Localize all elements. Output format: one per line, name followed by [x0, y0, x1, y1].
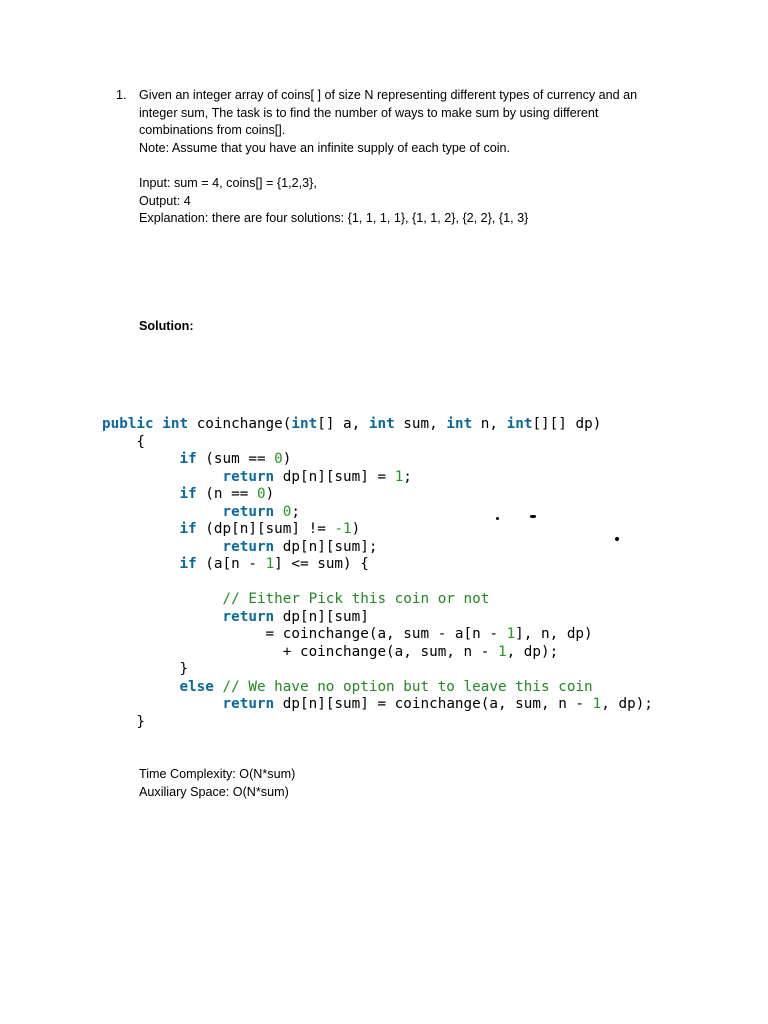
- code-text: dp[n][sum] =: [274, 468, 395, 485]
- code-keyword: public: [102, 416, 154, 432]
- example-explanation: Explanation: there are four solutions: {1, 1, 1, 1}, {1, 1, 2}, {2, 2}, {1, 3}: [139, 211, 529, 225]
- problem-line-1: Given an integer array of coins[ ] of size N representing different types of currency and an: [139, 88, 638, 102]
- code-line: [102, 469, 653, 487]
- code-keyword: return: [222, 468, 275, 485]
- code-text: [102, 521, 179, 537]
- code-text: n,: [472, 416, 507, 432]
- code-text: [214, 679, 223, 695]
- code-type: int: [291, 416, 318, 432]
- code-text: [102, 539, 223, 555]
- code-number: 0: [274, 451, 283, 467]
- code-line: [102, 609, 653, 627]
- code-text: (dp[n][sum] !=: [196, 521, 335, 537]
- example-output: Output: 4: [139, 193, 191, 208]
- code-number: 0: [282, 503, 292, 520]
- code-line: [102, 714, 653, 732]
- code-text: [102, 486, 179, 502]
- code-line: [102, 696, 653, 714]
- code-text: ], n, dp): [515, 626, 593, 642]
- code-line: [102, 416, 653, 434]
- code-text: dp[n][sum];: [274, 538, 378, 555]
- time-complexity: Time Complexity: O(N*sum): [139, 767, 296, 781]
- code-text: [274, 504, 283, 520]
- ink-speck: [530, 515, 536, 518]
- code-text: ;: [403, 468, 412, 485]
- code-text: [102, 696, 223, 712]
- code-line: [102, 486, 653, 504]
- code-text: + coinchange(a, sum, n -: [102, 643, 498, 660]
- code-text: [102, 504, 223, 520]
- code-type: int: [506, 416, 533, 432]
- code-text: , dp);: [601, 696, 653, 712]
- code-keyword: return: [222, 608, 275, 625]
- code-text: (sum ==: [196, 451, 275, 467]
- code-text: dp[n][sum]: [274, 608, 369, 625]
- code-line: [102, 626, 653, 644]
- problem-line-2: integer sum, The task is to find the number of ways to make sum by using different: [139, 105, 599, 120]
- space-complexity: Auxiliary Space: O(N*sum): [139, 785, 289, 799]
- code-text: dp[n][sum] = coinchange(a, sum, n -: [274, 696, 593, 712]
- code-text: = coinchange(a, sum - a[n -: [102, 626, 507, 642]
- code-line: [102, 451, 653, 469]
- example-input: Input: sum = 4, coins[] = {1,2,3},: [139, 176, 317, 190]
- code-type: int: [368, 416, 395, 432]
- code-number: 0: [256, 486, 266, 502]
- code-comment: // We have no option but to leave this coin: [222, 678, 593, 695]
- code-text: ): [282, 451, 292, 467]
- code-text: ): [351, 521, 361, 537]
- code-text: [102, 556, 179, 572]
- code-text: [102, 469, 223, 485]
- code-text: {: [102, 433, 146, 450]
- solution-heading: Solution:: [139, 319, 194, 333]
- code-number: 1: [265, 556, 275, 572]
- code-type: int: [446, 416, 473, 432]
- code-text: ): [265, 486, 275, 502]
- code-line: [102, 434, 653, 452]
- code-text: coinchange(: [188, 416, 292, 432]
- code-keyword: return: [222, 696, 275, 712]
- code-keyword: if: [179, 451, 197, 467]
- list-number: 1.: [116, 88, 127, 102]
- code-text: sum,: [394, 416, 447, 432]
- code-line: [102, 679, 653, 697]
- code-type: int: [162, 416, 189, 432]
- code-keyword: if: [179, 556, 197, 572]
- code-line: [102, 644, 653, 662]
- code-text: [102, 451, 179, 467]
- code-text: , dp);: [506, 643, 559, 660]
- code-text: ;: [291, 503, 300, 520]
- code-line: [102, 661, 653, 679]
- ink-speck: [496, 517, 499, 520]
- code-number: 1: [506, 626, 516, 642]
- code-number: -1: [334, 521, 352, 537]
- code-text: ] <= sum) {: [274, 556, 369, 572]
- problem-note: Note: Assume that you have an infinite supply of each type of coin.: [139, 141, 511, 155]
- code-comment: // Either Pick this coin or not: [222, 591, 490, 607]
- code-line: [102, 574, 653, 592]
- code-number: 1: [394, 468, 404, 485]
- code-line: [102, 504, 653, 522]
- code-line: [102, 539, 653, 557]
- code-line: [102, 556, 653, 574]
- code-text: [102, 679, 179, 695]
- problem-line-3: combinations from coins[].: [139, 123, 286, 137]
- code-text: [102, 609, 223, 625]
- code-number: 1: [497, 643, 507, 660]
- code-text: (n ==: [196, 486, 257, 502]
- code-text: [102, 591, 223, 607]
- code-keyword: return: [222, 503, 275, 520]
- code-keyword: if: [179, 486, 197, 502]
- code-line: [102, 591, 653, 609]
- code-number: 1: [592, 696, 602, 712]
- code-block: [102, 416, 653, 731]
- code-keyword: return: [222, 538, 275, 555]
- code-text: }: [102, 713, 146, 730]
- code-text: (a[n -: [196, 556, 266, 572]
- code-text: }: [102, 661, 189, 677]
- code-text: [] a,: [317, 416, 369, 432]
- code-keyword: if: [179, 521, 197, 537]
- code-text: [][] dp): [532, 416, 602, 432]
- code-keyword: else: [179, 678, 214, 695]
- code-text: [154, 416, 163, 432]
- code-line: [102, 521, 653, 539]
